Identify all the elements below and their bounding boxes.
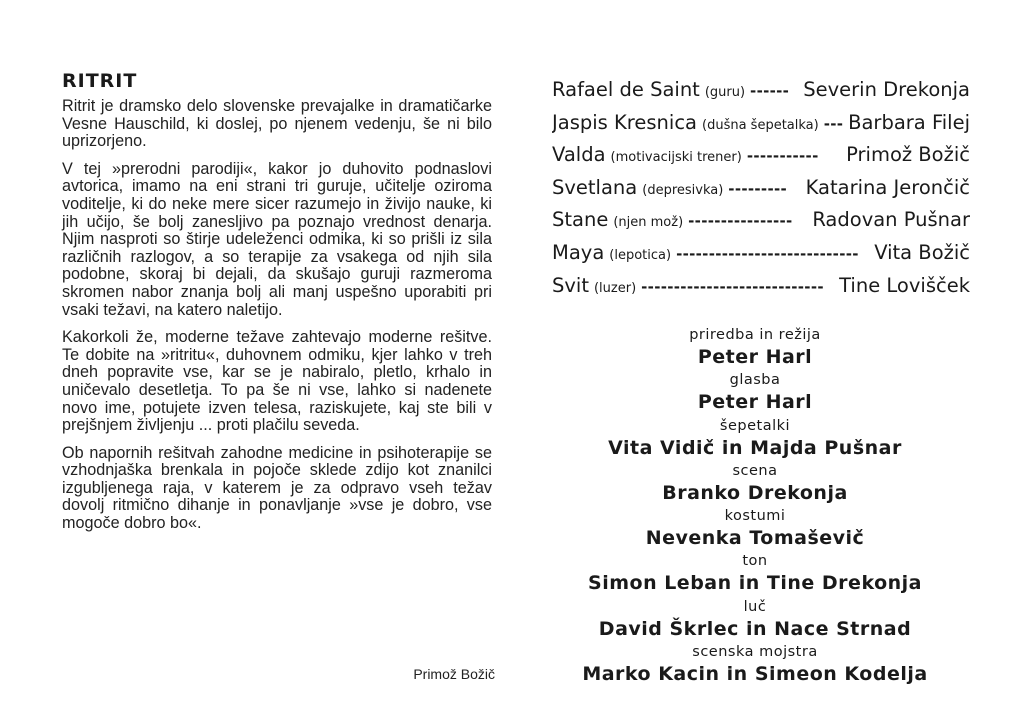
cast-row [552, 78, 970, 111]
cast-row [552, 241, 970, 274]
cast-row [552, 274, 970, 307]
cast-dashes: ---------------- [688, 212, 793, 231]
credit-name: Peter Harl [697, 346, 813, 368]
cast-dashes: --------- [728, 179, 788, 198]
credit-label: ton [742, 553, 768, 570]
cast-list [552, 78, 970, 306]
credit-label: priredba in režija [689, 327, 821, 343]
cast-dashes: ---------------------------- [641, 277, 824, 296]
cast-actor: Severin Drekonja [803, 78, 970, 101]
cast-dashes: --- [823, 114, 844, 133]
cast-role: Rafael de Saint [552, 78, 700, 101]
credit-name: Marko Kacin in Simeon Kodelja [582, 663, 928, 686]
cast-role-desc: (njen mož) [613, 215, 684, 231]
cast-role-desc: (luzer) [593, 280, 637, 296]
cast-dashes: ----------- [746, 147, 819, 166]
credit-name: Peter Harl [697, 391, 813, 414]
cast-role-desc: (motivacijski trener) [610, 150, 742, 166]
article-paragraph-2: V tej »prerodni parodiji«, kakor jo duhovito podnaslovi avtorica, imamo na eni strani tri guruje, učitelje oziroma voditelje, ki do neke mere sicer razumejo in živijo nauke, ki jih učijo, še bolj zanesljivo pa poznajo vrednost denarja. Njim nasproti so štirje udeleženci odmika, ki so prišli iz sila različnih razlogov, a so terapije za vsakega od njih sila podobne, skoraj bi dejali, da skušajo guruji razmeroma skromen nabor znanja bolj ali manj uspešno uporabiti pri vsaki težavi, na katero naletijo. [62, 159, 492, 319]
cast-actor: Vita Božič [874, 240, 970, 264]
cast-role-desc: (depresivka) [642, 182, 724, 198]
cast-actor: Katarina Jerončič [805, 175, 970, 199]
article-paragraph-3: Kakorkoli že, moderne težave zahtevajo moderne rešitve. Te dobite na »ritritu«, duhovnem odmiku, kjer lahko v treh dneh popravite vse, kar se je nabiralo, pletlo, krhalo in uničevalo desetletja. To pa še ni vse, lahko si nadenete novo ime, potujete izven telesa, raziskujete, kaj ste bili v prejšnjem življenju ... proti plačilu seveda. [62, 328, 492, 435]
cast-actor: Primož Božič [846, 143, 970, 167]
cast-dashes: ---------------------------- [676, 244, 859, 263]
credit-label: scenska mojstra [692, 644, 818, 661]
cast-actor: Radovan Pušnar [812, 208, 970, 232]
credit-name: David Škrlec in Nace Strnad [598, 617, 912, 640]
cast-row [552, 111, 970, 144]
cast-actor: Tine Lovišček [839, 273, 970, 297]
article-paragraph-1: Ritrit je dramsko delo slovenske prevajalke in dramatičarke Vesne Hauschild, ki doslej, po njenem vedenju, še ni bilo uprizorjeno. [62, 97, 492, 151]
article-author: Primož Božič [413, 666, 495, 682]
credit-name: Branko Drekonja [662, 481, 848, 504]
cast-row [552, 176, 970, 209]
credits-list [560, 325, 950, 687]
cast-role-desc: (lepotica) [609, 247, 672, 263]
article-paragraph-4: Ob napornih rešitvah zahodne medicine in psihoterapije se vzhodnjaška brenkala in pojoče sklede zdijo kot znanilci izgubljenega raja, v katerem je za odpravo vseh težav dovolj ritmično dihanje in ponavljanje »vse je dobro, vse mogoče dobro bo«. [62, 443, 492, 533]
cast-role: Svetlana [552, 175, 638, 199]
credit-name: Simon Leban in Tine Drekonja [588, 572, 922, 595]
article-title: RITRIT [62, 70, 138, 92]
cast-role: Stane [552, 208, 609, 232]
article-column [62, 70, 492, 543]
credit-label: luč [743, 598, 767, 615]
credit-name: Nevenka Tomaševič [645, 527, 865, 550]
cast-role: Maya [552, 240, 605, 264]
credit-label: scena [732, 462, 778, 479]
cast-role: Valda [552, 143, 606, 167]
credit-label: kostumi [724, 508, 786, 525]
cast-actor: Barbara Filej [848, 110, 970, 134]
credit-label: šepetalki [719, 417, 791, 434]
credit-name: Vita Vidič in Majda Pušnar [608, 436, 902, 459]
cast-role: Svit [552, 273, 589, 297]
cast-row [552, 208, 970, 241]
cast-role-desc: (dušna šepetalka) [702, 117, 819, 133]
cast-role: Jaspis Kresnica [552, 110, 697, 134]
cast-row [552, 143, 970, 176]
cast-role-desc: (guru) [704, 85, 746, 100]
cast-dashes: ------ [750, 82, 790, 100]
credit-label: glasba [729, 372, 781, 389]
